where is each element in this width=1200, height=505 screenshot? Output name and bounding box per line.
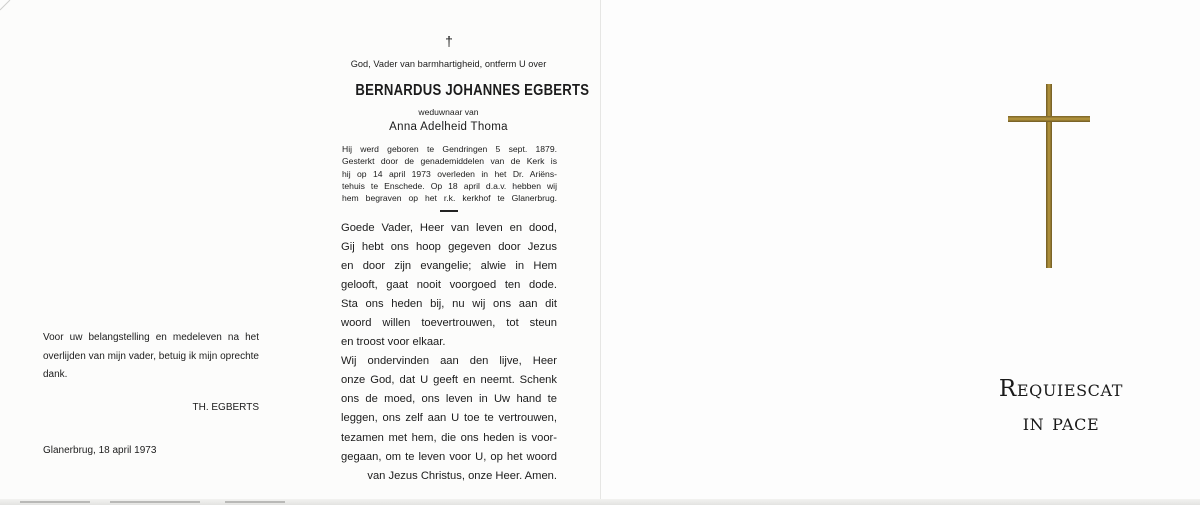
bio-line: tehuis te Enschede. Op 18 april d.a.v. hebben wij xyxy=(342,180,557,191)
prayer-line: Sta ons heden bij, nu wij ons aan dit xyxy=(341,298,557,311)
prayer-line: Goede Vader, Heer van leven en dood, xyxy=(341,222,557,234)
widower-label: weduwnaar van xyxy=(418,107,479,117)
in-pace-line: in pace xyxy=(1022,410,1100,436)
spouse-name: Anna Adelheid Thoma xyxy=(389,121,508,133)
thank-you-note xyxy=(43,329,259,385)
prayer-line: en door zijn evangelie; alwie in Hem xyxy=(341,260,557,273)
small-cross-icon: † xyxy=(445,33,453,49)
thanks-line: Voor uw belangstelling en medeleven na het xyxy=(43,332,259,343)
prayer xyxy=(341,219,557,486)
edge-mark xyxy=(225,501,285,503)
bio-line: Hij werd geboren te Gendringen 5 sept. 1879. xyxy=(342,144,557,154)
prayer-line: gelooft, gaat nooit voorgoed ten dode. xyxy=(341,279,557,292)
prayer-line: van Jezus Christus, onze Heer. Amen. xyxy=(367,469,557,482)
thanks-line: overlijden van mijn vader, betuig ik mijn oprechte xyxy=(43,350,259,362)
prayer-line: ons de moed, ons leven in Uw hand te xyxy=(341,393,557,406)
section-divider xyxy=(440,210,458,212)
prayer-line: Wij ondervinden aan den lijve, Heer xyxy=(341,355,557,368)
bio-line: hij op 14 april 1973 overleden in het Dr. Ariëns- xyxy=(342,168,557,179)
requiescat-in-pace xyxy=(961,372,1161,440)
bio-line: Gesterkt door de genademiddelen van de Kerk is xyxy=(342,156,557,167)
invocation-text: God, Vader van barmhartigheid, ontferm U over xyxy=(350,59,547,69)
corner-fold-icon xyxy=(0,0,14,14)
deceased-name: BERNARDUS JOHANNES EGBERTS xyxy=(355,82,590,99)
thanks-line: dank. xyxy=(43,369,68,380)
prayer-line: onze God, dat U geeft en neemt. Schenk xyxy=(341,374,557,387)
prayer-line: tezamen met hem, die ons heden is voor- xyxy=(341,431,557,444)
cross-icon xyxy=(1008,84,1090,268)
prayer-line: en troost voor elkaar. xyxy=(341,336,446,349)
requiescat-line: Requiescat xyxy=(998,376,1124,402)
prayer-line: woord willen toevertrouwen, tot steun xyxy=(341,317,557,330)
bio-line: hem begraven op het r.k. kerkhof te Glanerbrug. xyxy=(342,193,557,204)
biography xyxy=(342,143,557,204)
place-date: Glanerbrug, 18 april 1973 xyxy=(43,445,157,456)
prayer-line: Gij hebt ons hoop gegeven door Jezus xyxy=(341,241,557,254)
prayer-line: gegaan, om te leven voor U, op het woord xyxy=(341,450,557,463)
signature: TH. EGBERTS xyxy=(192,402,259,413)
edge-mark xyxy=(20,501,90,503)
fold-line xyxy=(600,0,601,505)
paper-bottom-edge xyxy=(0,499,1200,505)
edge-mark xyxy=(110,501,200,503)
prayer-line: leggen, ons zelf aan U toe te vertrouwen, xyxy=(341,412,557,425)
